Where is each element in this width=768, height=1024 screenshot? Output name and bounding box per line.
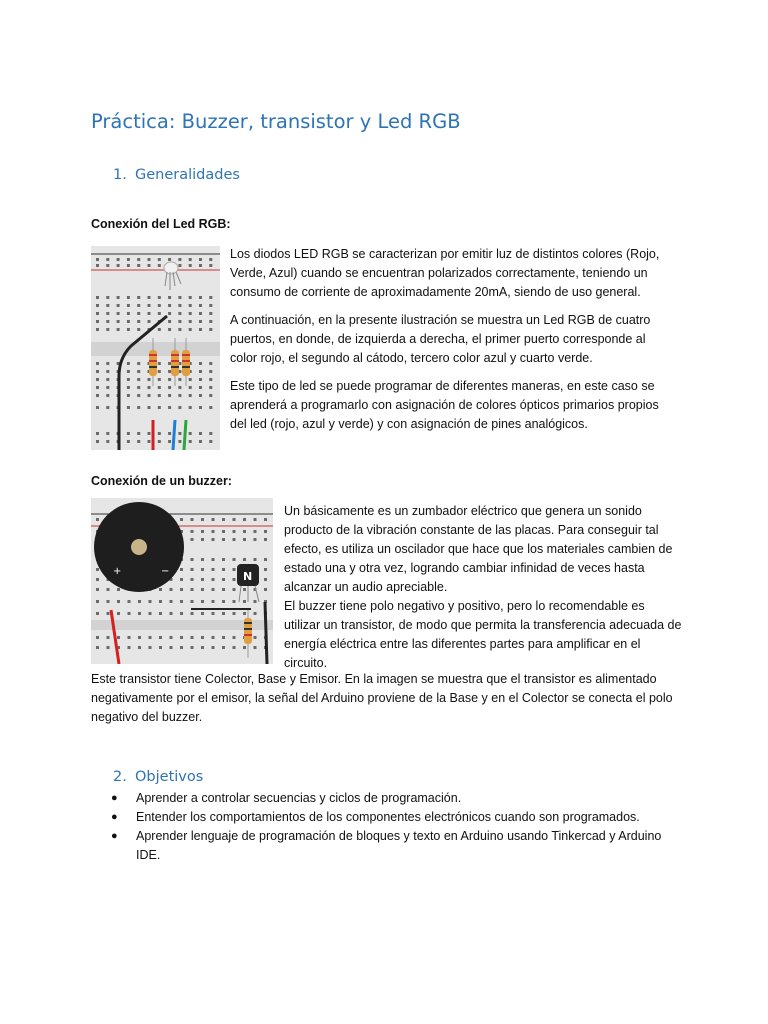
led-breadboard-figure	[91, 246, 220, 450]
led-paragraph-1: Los diodos LED RGB se caracterizan por emitir luz de distintos colores (Rojo, Verde, Azul) cuando se encuentran polarizados correctamente, teniendo un consumo de corriente de aproximadamente 20mA, siendo de uso general.	[230, 247, 660, 299]
buzzer-minus: −	[161, 566, 170, 577]
buzzer-black-wire	[265, 602, 267, 664]
green-wire	[184, 420, 186, 450]
bullet-icon: ●	[111, 792, 118, 804]
buzzer-paragraph-1: Un básicamente es un zumbador eléctrico que genera un sonido producto de la vibración constante de las placas. Para conseguir tal efecto, es utiliza un oscilador que hace que los materiales cambien de estado una y otra vez, logrando cambiar infinidad de veces hasta alcanzar un audio apreciable.	[284, 504, 673, 594]
list-item: ● Aprender a controlar secuencias y ciclos de programación.	[91, 789, 681, 808]
blue-wire	[173, 420, 175, 450]
section-generalidades	[113, 167, 240, 183]
list-item: ● Entender los comportamientos de los componentes electrónicos cuando son programados.	[91, 808, 681, 827]
buzzer-breadboard-figure	[91, 498, 273, 664]
section-number: 2.	[113, 769, 127, 785]
led-paragraph-2: A continuación, en la presente ilustración se muestra un Led RGB de cuatro puertos, en donde, de izquierda a derecha, el primer puerto corresponde al color rojo, el segundo al cátodo, tercero color azul y cuarto verde.	[230, 313, 651, 365]
bullet-icon: ●	[111, 830, 118, 842]
list-item: ● Aprender lenguaje de programación de bloques y texto en Arduino usando Tinkercad y Arduino IDE.	[111, 829, 662, 862]
led-heading: Conexión del Led RGB:	[91, 217, 231, 231]
led-paragraph-3: Este tipo de led se puede programar de diferentes maneras, en este caso se aprenderá a programarlo con asignación de colores ópticos primarios propios del led (rojo, azul y verde) y con asignación de pines analógicos.	[230, 379, 659, 431]
section-title: Generalidades	[135, 167, 240, 183]
buzzer-paragraph-3: Este transistor tiene Colector, Base y Emisor. En la imagen se muestra que el transistor es alimentado negativamente por el emisor, la señal del Arduino proviene de la Base y en el Colector se conecta el polo negativo del buzzer.	[91, 672, 673, 724]
buzzer-heading: Conexión de un buzzer:	[91, 474, 232, 488]
buzzer-plus: +	[113, 566, 122, 577]
section-title: Objetivos	[135, 769, 204, 785]
buzzer	[94, 502, 184, 592]
section-number: 1.	[113, 167, 127, 183]
transistor-label: N	[243, 570, 253, 583]
objectives-list	[91, 789, 681, 865]
bullet-icon: ●	[111, 811, 118, 823]
buzzer-paragraph-2: El buzzer tiene polo negativo y positivo, pero lo recomendable es utilizar un transistor, de modo que permita la transferencia adecuada de energía eléctrica entre las diferentes partes para amplificar en el circuito.	[284, 599, 682, 670]
page-title: Práctica: Buzzer, transistor y Led RGB	[91, 110, 461, 133]
section-objetivos	[113, 769, 203, 785]
